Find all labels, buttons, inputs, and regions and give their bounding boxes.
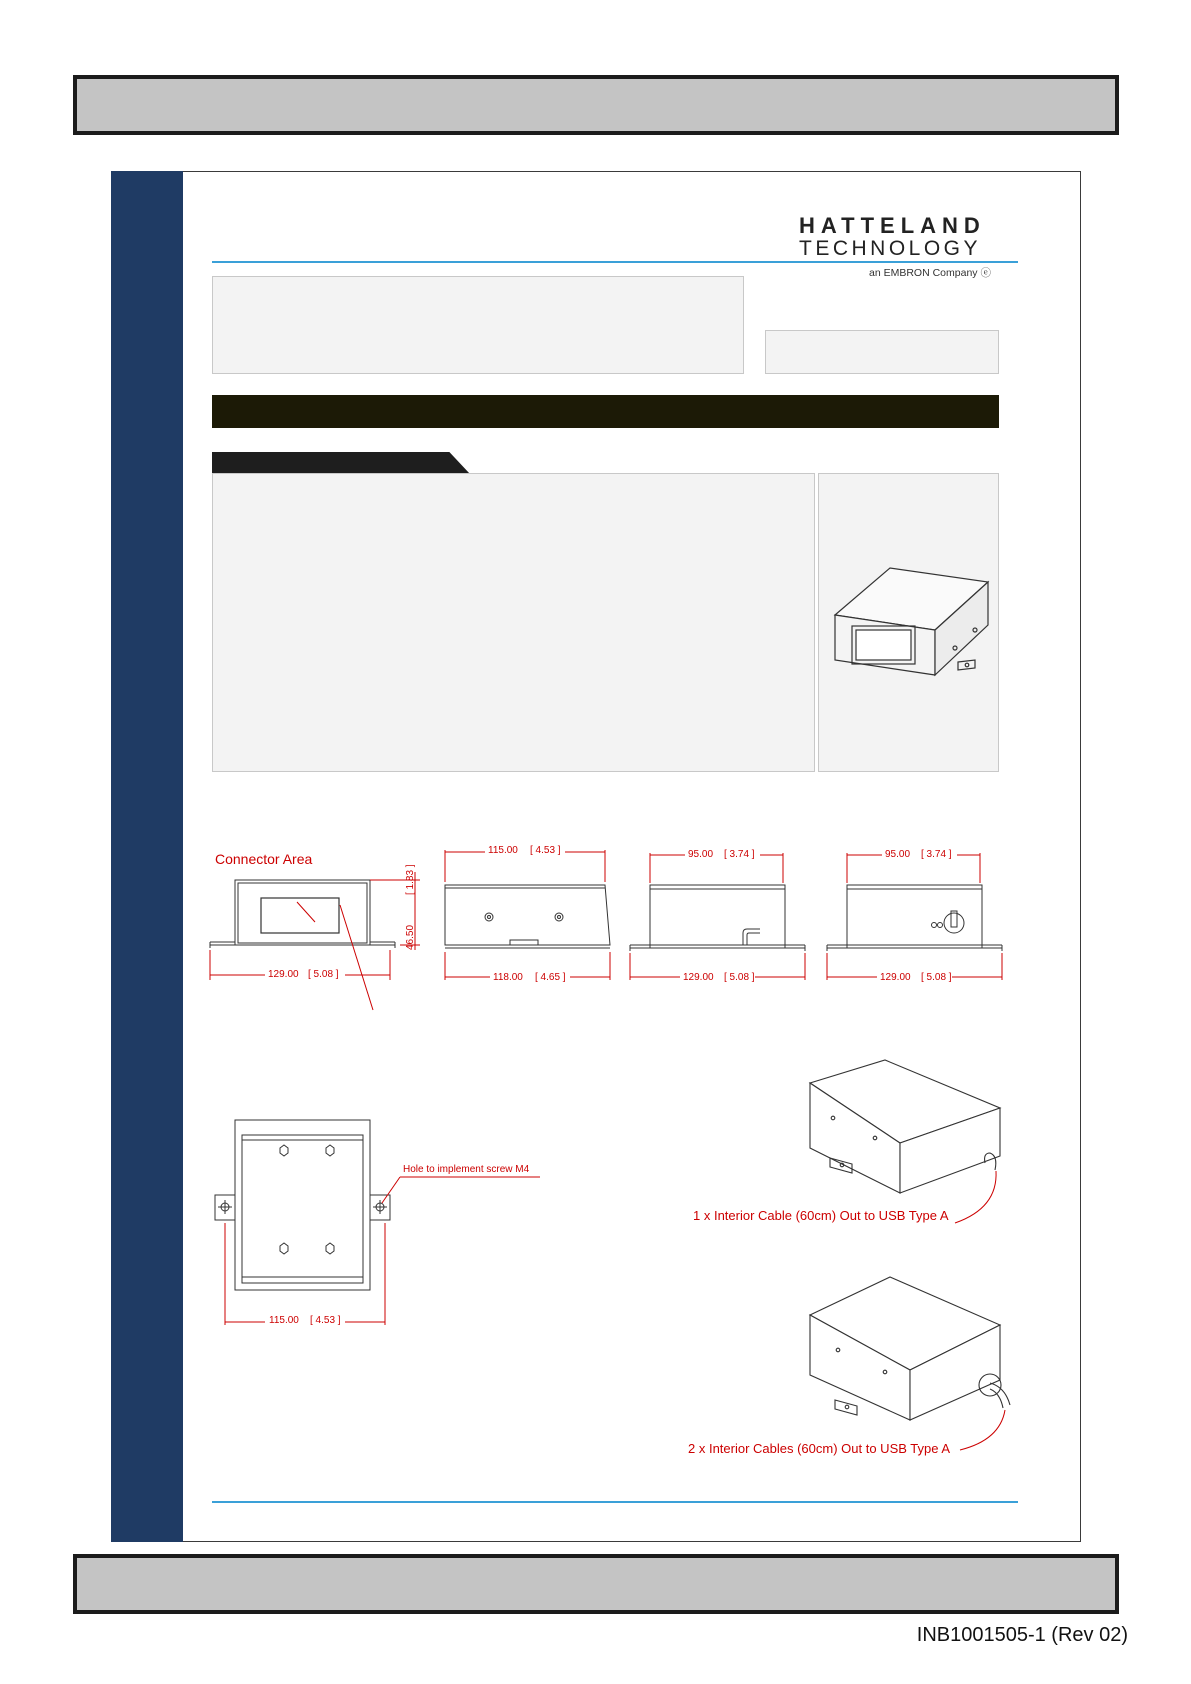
- logo-hatteland: HATTELAND: [799, 213, 986, 238]
- logo-tagline: an EMBRON Company ⓔ: [869, 267, 991, 279]
- dual-cable-label: 2 x Interior Cables (60cm) Out to USB Type A: [688, 1441, 951, 1456]
- rear-dual-top-mm: 95.00: [885, 849, 911, 860]
- sidebar-stripe: [111, 171, 183, 1542]
- logo-technology: TECHNOLOGY: [799, 237, 982, 260]
- hole-screw-label: Hole to implement screw M4: [403, 1164, 530, 1175]
- rear-dual-bottom-in: [ 5.08 ]: [921, 972, 952, 983]
- dual-cable-isometric-drawing: [800, 1275, 1015, 1460]
- rear-single-top-mm: 95.00: [688, 849, 714, 860]
- bottom-width-in: [ 4.53 ]: [310, 1315, 341, 1326]
- rear-view-single-drawing: [625, 845, 810, 990]
- rear-single-bottom-in: [ 5.08 ]: [724, 972, 755, 983]
- side-top-mm: 115.00: [488, 845, 518, 856]
- description-box: [212, 473, 815, 772]
- top-header-bar: [73, 75, 1119, 135]
- rear-dual-top-in: [ 3.74 ]: [921, 849, 952, 860]
- front-width-mm: 129.00: [268, 969, 299, 980]
- single-cable-label: 1 x Interior Cable (60cm) Out to USB Type A: [693, 1208, 949, 1223]
- rear-dual-bottom-mm: 129.00: [880, 972, 911, 983]
- header-divider: [212, 261, 1018, 263]
- product-title-box: [212, 276, 744, 374]
- title-banner: [212, 395, 999, 428]
- rear-single-top-in: [ 3.74 ]: [724, 849, 755, 860]
- bottom-view-drawing: [210, 1115, 550, 1330]
- document-number: INB1001505-1 (Rev 02): [916, 1624, 1128, 1646]
- side-bottom-in: [ 4.65 ]: [535, 972, 566, 983]
- connector-area-label: Connector Area: [215, 851, 313, 867]
- bottom-footer-bar: [73, 1554, 1119, 1614]
- side-top-in: [ 4.53 ]: [530, 845, 561, 856]
- side-bottom-mm: 118.00: [493, 972, 523, 983]
- single-cable-isometric-drawing: [800, 1058, 1010, 1228]
- rear-single-bottom-mm: 129.00: [683, 972, 714, 983]
- footer-divider: [212, 1501, 1018, 1503]
- product-isometric-image: [830, 560, 995, 690]
- section-tab: [212, 452, 470, 474]
- bottom-width-mm: 115.00: [269, 1315, 299, 1326]
- rear-view-dual-drawing: [822, 845, 1007, 990]
- front-height-in: [ 1.83 ]: [405, 864, 416, 895]
- front-width-in: [ 5.08 ]: [308, 969, 339, 980]
- side-view-drawing: [440, 840, 615, 990]
- front-height-mm: 46.50: [405, 924, 416, 950]
- front-view-drawing: [205, 850, 435, 1020]
- product-code-box: [765, 330, 999, 374]
